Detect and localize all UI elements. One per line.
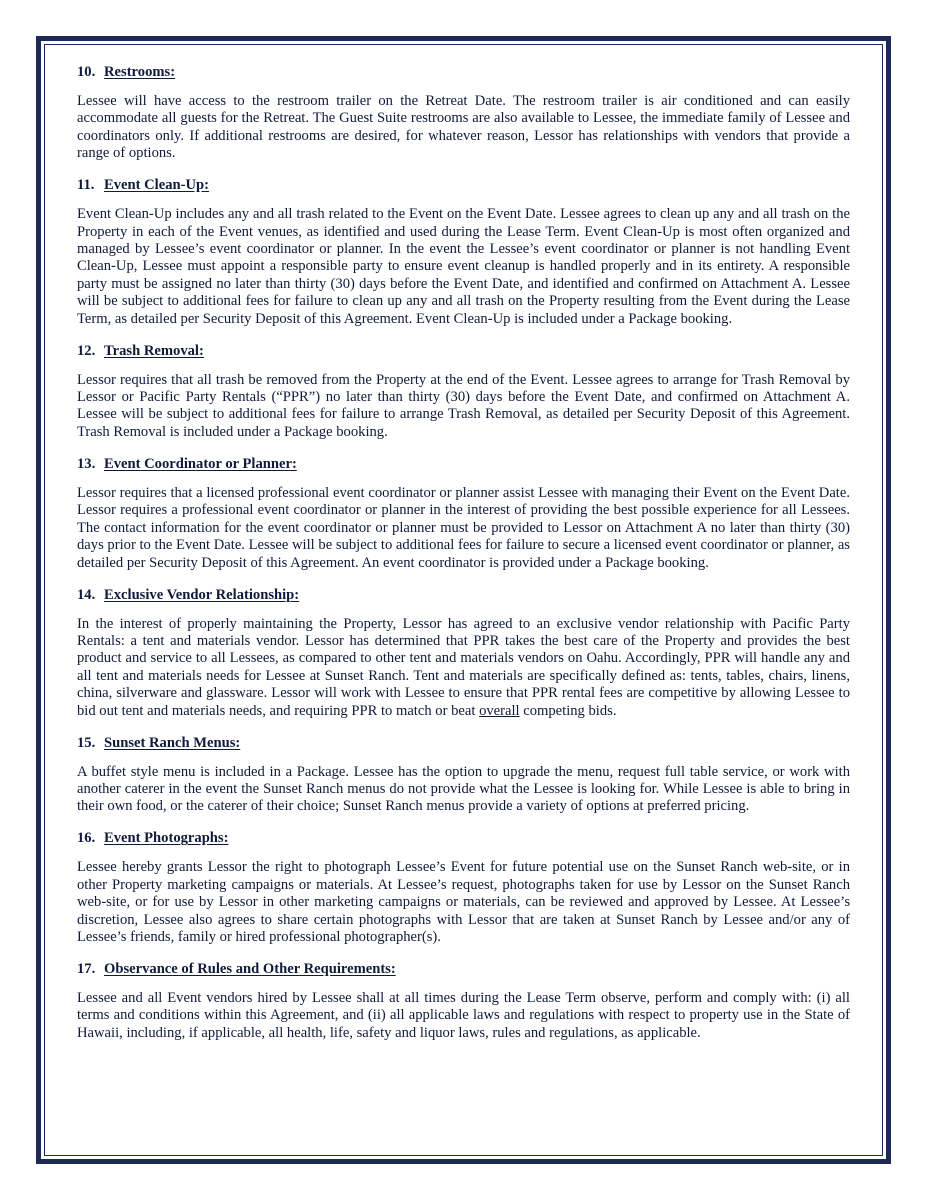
section-restrooms [77,62,850,163]
section-title: Event Coordinator or Planner: [104,455,297,472]
section-number: 10. [77,64,96,80]
section-paragraph: Lessee will have access to the restroom trailer on the Retreat Date. The restroom trailer is air conditioned and can easily accommodate all guests for the Retreat. The Guest Suite restrooms are also available to Lessee, the immediate family of Lessee and coordinators only. If additional restrooms are desired, for whatever reason, Lessor has relationships with vendors that provide a range of options. [77,93,850,162]
section-heading [77,454,850,474]
section-paragraph: Event Clean-Up includes any and all trash related to the Event on the Event Date. Lessee agrees to clean up any and all trash on the Property in each of the Event venues, as identified and used during the Lease Term. Event Clean-Up is most often organized and managed by Lessee’s event coordinator or planner. In the event the Lessee’s event coordinator or planner is not handling Event Clean-Up, Lessee must appoint a responsible party to ensure event cleanup is handled properly and in its entirety. A responsible party must be assigned no later than thirty (30) days before the Event Date, and identified and confirmed on Attachment A. Lessee will be subject to additional fees for failure to clean up any and all trash on the Property resulting from the Event during the Lease Term, as detailed per Security Deposit of this Agreement. Event Clean-Up is included under a Package booking. [77,206,850,327]
section-sunset-ranch-menus [77,733,850,816]
section-paragraph: Lessor requires that all trash be removed from the Property at the end of the Event. Lessee agrees to arrange for Trash Removal by Lessor or Pacific Party Rentals (“PPR”) no later than thirty (30) days before the Event Date, and confirmed on Attachment A. Lessee will be subject to additional fees for failure to arrange Trash Removal, as detailed per Security Deposit of this Agreement. Trash Removal is included under a Package booking. [77,371,850,440]
section-title: Sunset Ranch Menus: [104,734,241,751]
section-number: 15. [77,734,96,751]
section-number: 16. [77,830,96,847]
section-event-clean-up [77,175,850,328]
section-heading [77,959,850,979]
section-paragraph: A buffet style menu is included in a Package. Lessee has the option to upgrade the menu, request full table service, or work with another caterer in the event the Sunset Ranch menus do not provide what the Lessee is looking for. While Lessee is able to bring in their own food, or the caterer of their choice; Sunset Ranch menus provide a variety of options at preferred pricing. [77,763,850,815]
section-title: Restrooms: [104,64,176,80]
underlined-word: overall [479,702,520,719]
section-title: Exclusive Vendor Relationship: [104,586,300,603]
section-paragraph: Lessee hereby grants Lessor the right to photograph Lessee’s Event for future potential use on the Sunset Ranch web-site, or in other Property marketing campaigns or materials. At Lessee’s request, photographs taken for use by Lessor on the Sunset Ranch web-site, or for use by Lessor in other marketing campaigns or materials, can be reviewed and approved by Lessee. At Lessee’s discretion, Lessee also agrees to share certain photographs with Lessor that are taken at Sunset Ranch by Lessee and/or any of Lessee’s friends, family or hired professional photographer(s). [77,859,850,945]
section-number: 14. [77,586,96,603]
section-event-photographs [77,828,850,946]
section-title: Event Clean-Up: [104,177,209,194]
section-number: 17. [77,960,96,977]
section-paragraph [77,616,850,720]
section-number: 12. [77,342,96,359]
section-title: Event Photographs: [104,830,229,847]
section-heading [77,733,850,753]
section-heading [77,341,850,361]
section-title: Observance of Rules and Other Requirements: [104,960,396,977]
section-paragraph: Lessee and all Event vendors hired by Lessee shall at all times during the Lease Term observe, perform and comply with: (i) all terms and conditions within this Agreement, and (ii) all applicable laws and regulations with respect to property use in the State of Hawaii, including, if applicable, all health, life, safety and liquor laws, rules and regulations, as applicable. [77,989,850,1041]
paragraph-text: competing bids. [519,702,617,719]
section-number: 13. [77,455,96,472]
section-number: 11. [77,177,95,194]
section-exclusive-vendor [77,585,850,720]
section-event-coordinator [77,454,850,572]
section-heading [77,175,850,195]
section-paragraph: Lessor requires that a licensed professional event coordinator or planner assist Lessee with managing their Event on the Event Date. Lessor requires a professional event coordinator or planner in the interest of providing the best possible experience for all Lessees. The contact information for the event coordinator or planner must be provided to Lessor on Attachment A no later than thirty (30) days prior to the Event Date. Lessee will be subject to additional fees for failure to secure a licensed event coordinator or planner, as detailed per Security Deposit of this Agreement. An event coordinator is provided under a Package booking. [77,484,850,571]
paragraph-text: In the interest of properly maintaining the Property, Lessor has agreed to an exclusive vendor relationship with Pacific Party Rentals: a tent and materials vendor. Lessor has determined that PPR takes the best care of the Property and provides the best product and service to all Lessees, as compared to other tent and materials vendors on Oahu. Accordingly, PPR will handle any and all tent and materials needs for Lessee at Sunset Ranch. Tent and materials are specifically defined as: tents, tables, chairs, linens, china, silverware and glassware. Lessor will work with Lessee to ensure that PPR rental fees are competitive by allowing Lessee to bid out tent and materials needs, and requiring PPR to match or beat [77,615,850,719]
section-trash-removal [77,341,850,442]
section-heading [77,62,850,82]
section-observance-of-rules [77,959,850,1042]
section-heading [77,585,850,605]
section-title: Trash Removal: [104,342,204,359]
section-heading [77,828,850,848]
document-body [77,62,850,1055]
